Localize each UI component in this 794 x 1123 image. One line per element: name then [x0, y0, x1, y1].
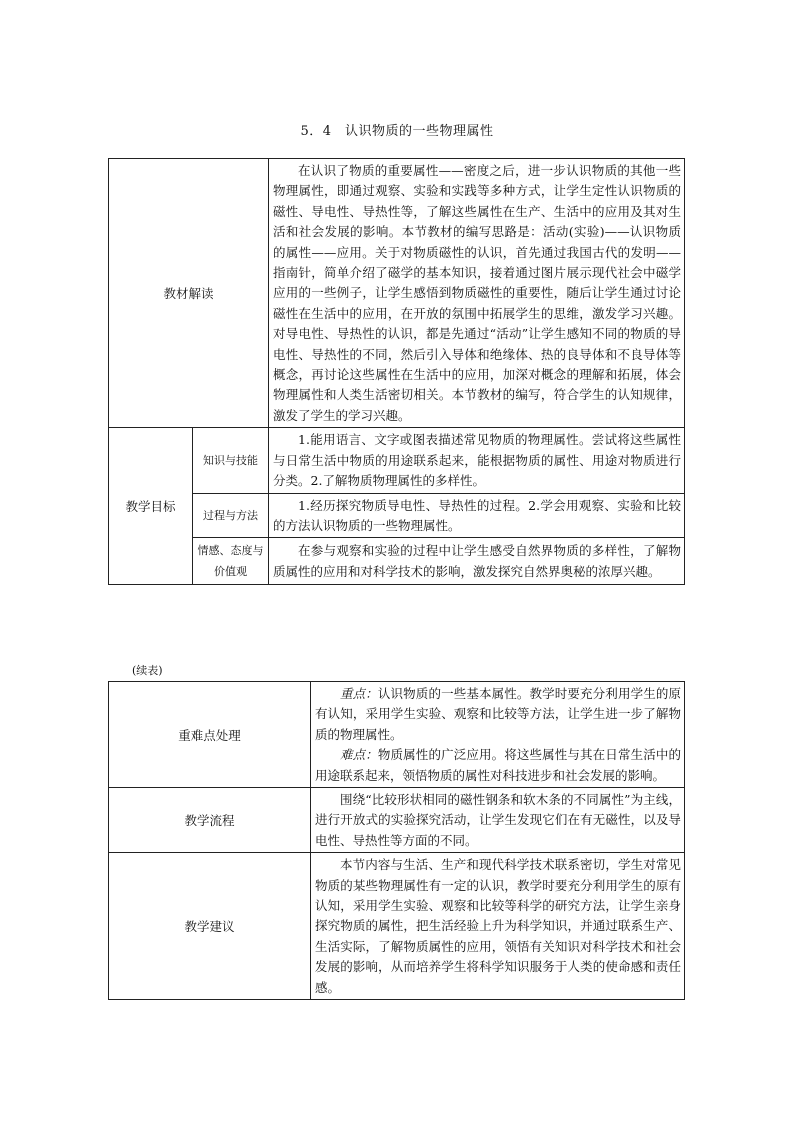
difficulty-tag: 难点：: [340, 747, 378, 763]
process-text: 围绕“比较形状相同的磁性钢条和软木条的不同属性”为主线，进行开放式的实验探究活动，让学生发现它们在有无磁性，以及导电性、导热性等方面的不同。: [311, 788, 685, 853]
key-points-text: [311, 682, 685, 788]
key-tag: 重点：: [340, 686, 378, 701]
material-text: 在认识了物质的重要属性——密度之后，进一步认识物质的其他一些物理属性，即通过观察、实验和实践等多种方式，让学生定性认识物质的磁性、导电性、导热性等，了解这些属性在生产、生活中的应用及其对生活和社会发展的影响。本节教材的编写思路是：活动(实验)——认识物质的属性——应用。关于对物质磁性的认识，首先通过我国古代的发明——指南针，简单介绍了磁学的基本知识，接着通过图片展示现代社会中磁学应用的一些例子，让学生感悟到物质磁性的重要性，随后让学生通过讨论磁性在生活中的应用，在开放的氛围中拓展学生的思维，激发学习兴趣。对导电性、导热性的认识，都是先通过“活动”让学生感知不同的物质的导电性、导热性的不同，然后引入导体和绝缘体、热的良导体和不良导体等概念，再讨论这些属性在生活中的应用，加深对概念的理解和拓展，体会物理属性和人类生活密切相关。本节教材的编写，符合学生的认知规律，激发了学生的学习兴趣。: [269, 159, 685, 428]
key-points-label: 重难点处理: [109, 682, 311, 788]
goals-label: 教学目标: [109, 428, 193, 585]
goal-emotion-text: 在参与观察和实验的过程中让学生感受自然界物质的多样性，了解物质属性的应用和对科学技术的影响，激发探究自然界奥秘的浓厚兴趣。: [269, 538, 685, 585]
goal-emotion-label: 情感、态度与价值观: [193, 538, 269, 585]
key-text: 认识物质的一些基本属性。教学时要充分利用学生的原有认知，采用学生实验、观察和比较等方法，让学生进一步了解物质的物理属性。: [315, 686, 681, 742]
table-row-goal-process: [109, 493, 685, 538]
difficulty-text: 物质属性的广泛应用。将这些属性与其在日常生活中的用途联系起来，领悟物质的属性对科技进步和社会发展的影响。: [315, 747, 681, 783]
process-label: 教学流程: [109, 788, 311, 853]
table-row-material: [109, 159, 685, 428]
continued-label: (续表): [132, 664, 163, 677]
goal-process-label: 过程与方法: [193, 493, 269, 538]
suggestions-label: 教学建议: [109, 853, 311, 1000]
material-label: 教材解读: [109, 159, 269, 428]
page-title: 5．4 认识物质的一些物理属性: [300, 124, 494, 139]
table-row-goal-emotion: [109, 538, 685, 585]
goal-process-text: 1.经历探究物质导电性、导热性的过程。2.学会用观察、实验和比较的方法认识物质的一些物理属性。: [269, 493, 685, 538]
lesson-table: [108, 158, 685, 585]
table-row-suggestions: [109, 853, 685, 1000]
table-row-goal-knowledge: [109, 428, 685, 493]
table-row-key-points: [109, 682, 685, 788]
table-row-process: [109, 788, 685, 853]
goal-knowledge-label: 知识与技能: [193, 428, 269, 493]
goal-knowledge-text: 1.能用语言、文字或图表描述常见物质的物理属性。尝试将这些属性与日常生活中物质的用途联系起来，能根据物质的属性、用途对物质进行分类。2.了解物质物理属性的多样性。: [269, 428, 685, 493]
lesson-table-continued: [108, 681, 685, 1000]
suggestions-text: 本节内容与生活、生产和现代科学技术联系密切，学生对常见物质的某些物理属性有一定的认识，教学时要充分利用学生的原有认知，采用学生实验、观察和比较等科学的研究方法，让学生亲身探究物质的属性，把生活经验上升为科学知识，并通过联系生产、生活实际，了解物质属性的应用，领悟有关知识对科学技术和社会发展的影响，从而培养学生将科学知识服务于人类的使命感和责任感。: [311, 853, 685, 1000]
